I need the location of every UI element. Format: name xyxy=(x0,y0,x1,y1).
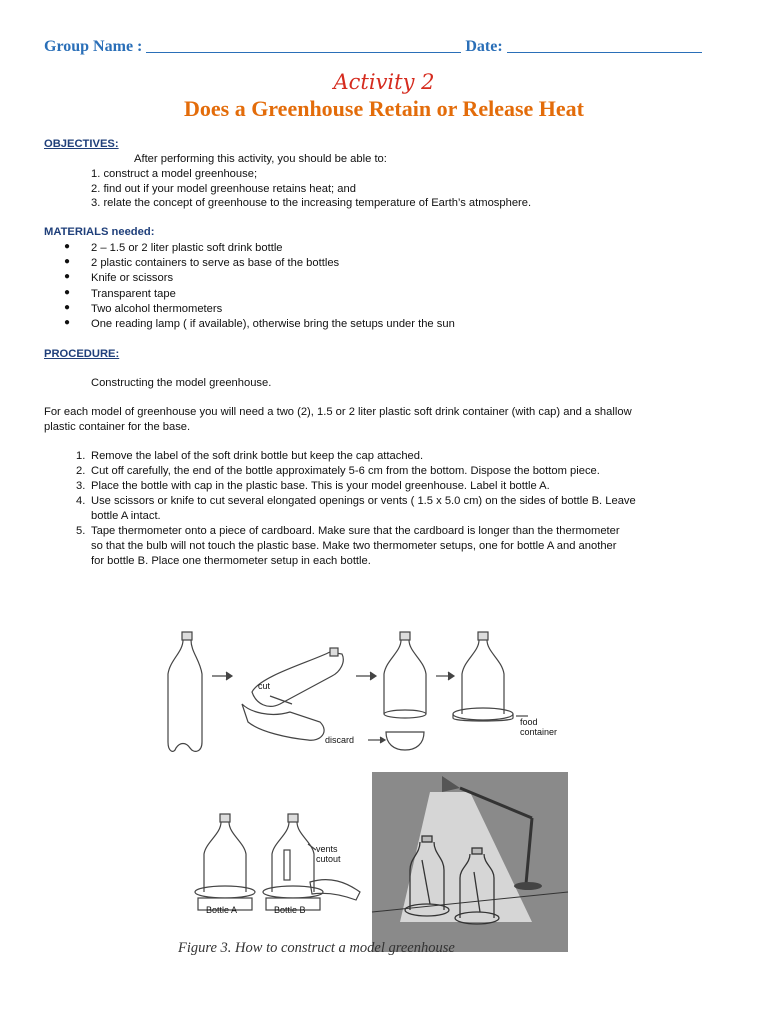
step-text: Tape thermometer onto a piece of cardboard. Make sure that the cardboard is longer than the thermometer xyxy=(91,525,620,537)
material-item: 2 plastic containers to serve as base of the bottles xyxy=(91,257,340,269)
objective-item: 1. construct a model greenhouse; xyxy=(91,168,258,180)
objectives-heading: OBJECTIVES: xyxy=(44,138,119,150)
arrow-right-icon xyxy=(356,672,376,680)
step-text: Cut off carefully, the end of the bottle approximately 5-6 cm from the bottom. Dispose the bottom piece. xyxy=(91,465,600,477)
procedure-paragraph-line: For each model of greenhouse you will need a two (2), 1.5 or 2 liter plastic soft drink container (with cap) and a shallow xyxy=(44,406,632,418)
bottle-bottom-piece-icon xyxy=(368,732,424,750)
material-item: Transparent tape xyxy=(91,288,176,300)
material-item: Two alcohol thermometers xyxy=(91,303,223,315)
figure-caption: Figure 3. How to construct a model greenhouse xyxy=(178,940,455,956)
arrow-right-icon xyxy=(212,672,232,680)
bottle-a-icon xyxy=(195,814,255,910)
objective-item: 2. find out if your model greenhouse retains heat; and xyxy=(91,183,356,195)
figure-label-vents-cutout: vents cutout xyxy=(316,844,341,864)
step-text: Remove the label of the soft drink bottle but keep the cap attached. xyxy=(91,450,424,462)
lamp-setup-photo xyxy=(372,772,568,952)
soda-bottle-icon xyxy=(168,632,202,751)
bullet: ● xyxy=(64,287,71,298)
bullet: ● xyxy=(64,241,71,252)
procedure-heading: PROCEDURE: xyxy=(44,348,120,360)
bottle-on-base-icon xyxy=(453,632,528,721)
page-title: Does a Greenhouse Retain or Release Heat xyxy=(183,96,584,121)
step-text: Use scissors or knife to cut several elongated openings or vents ( 1.5 x 5.0 cm) on the sides of bottle B. Leave xyxy=(91,495,636,507)
step-number: 5. xyxy=(76,525,86,537)
material-item: 2 – 1.5 or 2 liter plastic soft drink bottle xyxy=(91,242,283,254)
cut-bottle-icon xyxy=(384,632,426,718)
objectives-intro: After performing this activity, you should be able to: xyxy=(134,153,387,165)
material-item: One reading lamp ( if available), otherwise bring the setups under the sun xyxy=(91,318,455,330)
procedure-paragraph-line: plastic container for the base. xyxy=(44,421,191,433)
step-text: for bottle B. Place one thermometer setup in each bottle. xyxy=(91,555,371,567)
step-text: so that the bulb will not touch the plastic base. Make two thermometer setups, one for bottle A and another xyxy=(91,540,617,552)
arrow-right-icon xyxy=(436,672,454,680)
step-text: Place the bottle with cap in the plastic base. This is your model greenhouse. Label it bottle A. xyxy=(91,480,550,492)
group-name-blank xyxy=(146,38,461,53)
figure-label-bottle-b: Bottle B xyxy=(274,905,306,915)
figure-label-discard: discard xyxy=(325,735,355,745)
material-item: Knife or scissors xyxy=(91,272,174,284)
header-line xyxy=(44,38,734,56)
step-text: bottle A intact. xyxy=(91,510,161,522)
figure-label-cut: cut xyxy=(258,681,271,691)
bullet: ● xyxy=(64,271,71,282)
figure-label-food-container: food container xyxy=(520,717,558,737)
activity-label: Activity 2 xyxy=(333,70,435,94)
materials-heading: MATERIALS needed: xyxy=(44,226,155,238)
date-blank xyxy=(507,38,702,53)
bullet: ● xyxy=(64,302,71,313)
step-number: 4. xyxy=(76,495,86,507)
objective-item: 3. relate the concept of greenhouse to the increasing temperature of Earth’s atmosphere. xyxy=(91,197,532,209)
procedure-subheading: Constructing the model greenhouse. xyxy=(91,377,272,389)
figure-label-bottle-a: Bottle A xyxy=(206,905,238,915)
bullet: ● xyxy=(64,256,71,267)
group-name-label: Group Name : xyxy=(44,38,143,55)
step-number: 3. xyxy=(76,480,86,492)
date-label: Date: xyxy=(465,38,503,55)
bullet: ● xyxy=(64,317,71,328)
step-number: 1. xyxy=(76,450,86,462)
step-number: 2. xyxy=(76,465,86,477)
